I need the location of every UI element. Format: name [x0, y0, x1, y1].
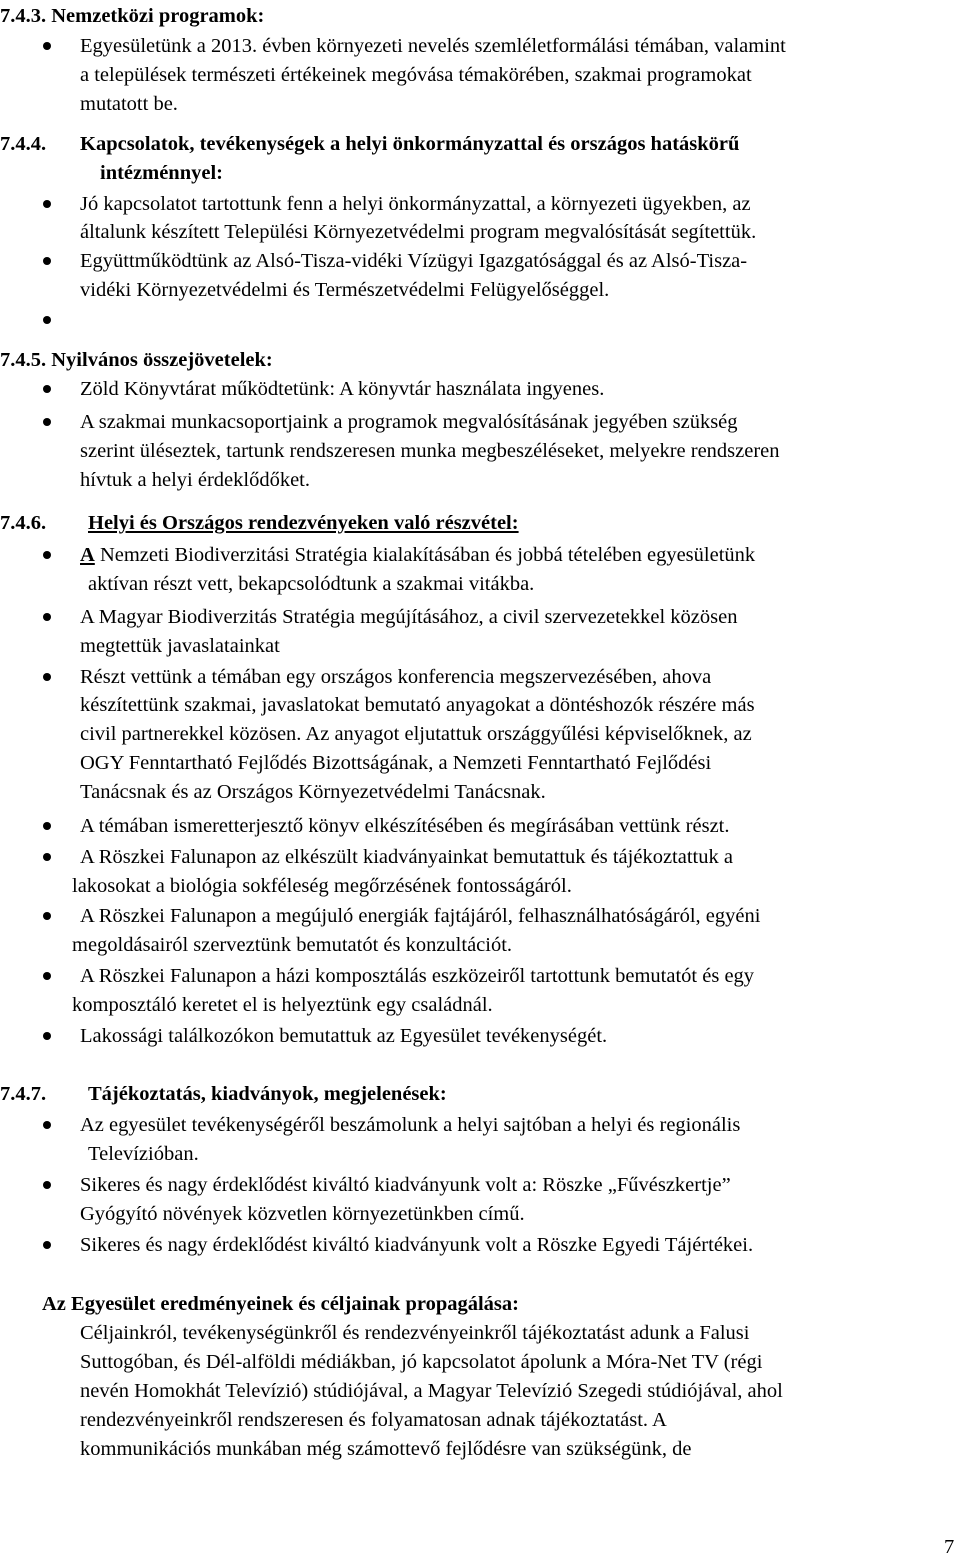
section-heading-propaganda: Az Egyesület eredményeinek és céljainak propagálása: [42, 1293, 519, 1315]
bullet-icon [43, 257, 51, 265]
paragraph-line-rest: Nemzeti Biodiverzitási Stratégia kialakításában és jobbá tételében egyesületünk [94, 544, 756, 566]
emphasis-letter: A [80, 544, 95, 566]
paragraph-line: Az egyesület tevékenységéről beszámolunk a helyi sajtóban a helyi és regionális [80, 1114, 741, 1136]
bullet-icon [43, 418, 51, 426]
section-number-746: 7.4.6. [0, 512, 47, 534]
paragraph-line: civil partnerekkel közösen. Az anyagot eljutattuk országgyűlési képviselőknek, az [80, 723, 752, 745]
bullet-icon [43, 551, 51, 559]
bullet-icon [43, 972, 51, 980]
bullet-icon [43, 1032, 51, 1040]
paragraph-line: a települések természeti értékeinek megóvása témakörében, szakmai programokat [80, 64, 752, 86]
paragraph-line: Sikeres és nagy érdeklődést kiváltó kiadványunk volt a Röszke Egyedi Tájértékei. [80, 1234, 754, 1256]
bullet-icon [43, 613, 51, 621]
paragraph-line: aktívan részt vett, bekapcsolódtunk a szakmai vitákba. [88, 573, 535, 595]
bullet-icon [43, 1241, 51, 1249]
paragraph-line: Együttműködtünk az Alsó-Tisza-vidéki Vízügyi Igazgatósággal és az Alsó-Tisza- [80, 250, 748, 272]
paragraph-line: Tanácsnak és az Országos Környezetvédelmi Tanácsnak. [80, 781, 546, 803]
bullet-icon [43, 673, 51, 681]
paragraph-line: hívtuk a helyi érdeklődőket. [80, 469, 310, 491]
paragraph-line: Egyesületünk a 2013. évben környezeti nevelés szemléletformálási témában, valamint [80, 35, 786, 57]
paragraph-line: vidéki Környezetvédelmi és Természetvédelmi Felügyelőséggel. [80, 279, 610, 301]
section-heading-747: Tájékoztatás, kiadványok, megjelenések: [88, 1083, 447, 1105]
paragraph-line: A témában ismeretterjesztő könyv elkészítésében és megírásában vettünk részt. [80, 815, 730, 837]
paragraph-line: Jó kapcsolatot tartottunk fenn a helyi önkormányzattal, a környezeti ügyekben, az [80, 193, 751, 215]
paragraph-line: rendezvényeinkről rendszeresen és folyamatosan adnak tájékoztatást. A [80, 1409, 667, 1431]
bullet-icon [43, 42, 51, 50]
paragraph-line: OGY Fenntartható Fejlődés Bizottságának, a Nemzeti Fenntartható Fejlődési [80, 752, 712, 774]
paragraph-line: Céljainkról, tevékenységünkről és rendezvényeinkről tájékoztatást adunk a Falusi [80, 1322, 750, 1344]
bullet-icon [43, 853, 51, 861]
paragraph-line: A Röszkei Falunapon az elkészült kiadványainkat bemutattuk és tájékoztattuk a [80, 846, 733, 868]
paragraph-line: készítettünk szakmai, javaslatokat bemutató anyagokat a döntéshozók részére más [80, 694, 755, 716]
paragraph-line: szerint üléseztek, tartunk rendszeresen munka megbeszéléseket, melyekre rendszeren [80, 440, 780, 462]
bullet-icon [43, 1121, 51, 1129]
section-heading-746: Helyi és Országos rendezvényeken való részvétel: [88, 512, 519, 534]
bullet-icon [43, 912, 51, 920]
paragraph-line: Sikeres és nagy érdeklődést kiváltó kiadványunk volt a: Röszke „Fűvészkertje” [80, 1174, 731, 1196]
paragraph-line: nevén Homokhát Televízió) stúdiójával, a Magyar Televízió Szegedi stúdiójával, ahol [80, 1380, 783, 1402]
section-heading-744: Kapcsolatok, tevékenységek a helyi önkormányzattal és országos hatáskörű [80, 133, 740, 155]
page-number: 7 [944, 1536, 955, 1558]
section-heading-745: 7.4.5. Nyilvános összejövetelek: [0, 349, 273, 371]
bullet-icon [43, 316, 51, 324]
paragraph-line: megoldásairól szerveztünk bemutatót és konzultációt. [72, 934, 513, 956]
bullet-icon [43, 822, 51, 830]
paragraph-line: A Röszkei Falunapon a megújuló energiák fajtájáról, felhasználhatóságáról, egyéni [80, 905, 761, 927]
bullet-icon [43, 200, 51, 208]
paragraph-line: komposztáló keretet el is helyeztünk egy családnál. [72, 994, 493, 1016]
paragraph-line: általunk készített Települési Környezetvédelmi program megvalósítását segítettük. [80, 221, 757, 243]
paragraph-line: Részt vettünk a témában egy országos konferencia megszervezésében, ahova [80, 666, 712, 688]
paragraph-line: Gyógyító növények közvetlen környezetünkben című. [80, 1203, 525, 1225]
section-heading-744-cont: intézménnyel: [100, 162, 223, 184]
section-number-747: 7.4.7. [0, 1083, 47, 1105]
paragraph-line: Zöld Könyvtárat működtetünk: A könyvtár használata ingyenes. [80, 378, 605, 400]
bullet-icon [43, 1181, 51, 1189]
paragraph-line: A Magyar Biodiverzitás Stratégia megújításához, a civil szervezetekkel közösen [80, 606, 738, 628]
section-number-744: 7.4.4. [0, 133, 47, 155]
paragraph-line: Lakossági találkozókon bemutattuk az Egyesület tevékenységét. [80, 1025, 608, 1047]
paragraph-line: megtettük javaslatainkat [80, 635, 280, 657]
paragraph-line: Suttogóban, és Dél-alföldi médiákban, jó kapcsolatot ápolunk a Móra-Net TV (régi [80, 1351, 763, 1373]
bullet-icon [43, 385, 51, 393]
section-heading-743: 7.4.3. Nemzetközi programok: [0, 5, 265, 27]
paragraph-line: kommunikációs munkában még számottevő fejlődésre van szükségünk, de [80, 1438, 692, 1460]
paragraph-line: Televízióban. [88, 1143, 199, 1165]
paragraph-line: mutatott be. [80, 93, 178, 115]
paragraph-line: A Röszkei Falunapon a házi komposztálás eszközeiről tartottunk bemutatót és egy [80, 965, 755, 987]
paragraph-line: lakosokat a biológia sokféleség megőrzésének fontosságáról. [72, 875, 572, 897]
paragraph-line [80, 545, 957, 566]
paragraph-line: A szakmai munkacsoportjaink a programok megvalósításának jegyében szükség [80, 411, 738, 433]
